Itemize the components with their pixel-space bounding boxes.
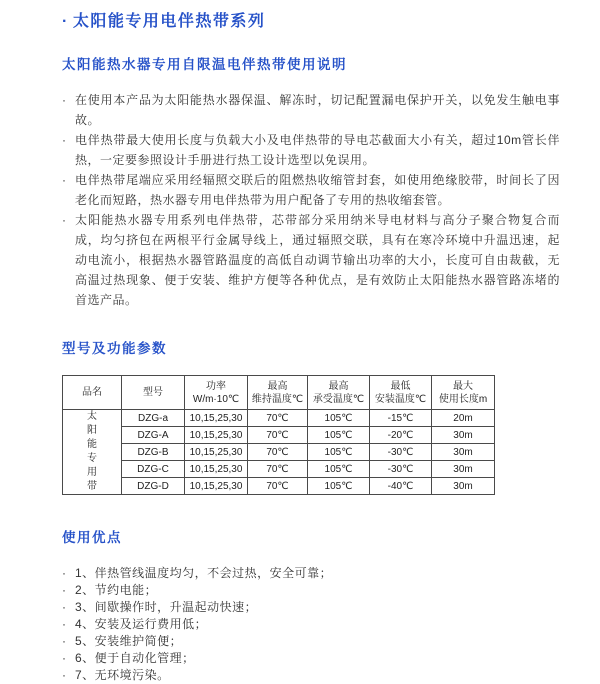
advantage-text: 4、安装及运行费用低； bbox=[75, 617, 208, 631]
spec-col-install-temp bbox=[370, 376, 432, 410]
cell-withstand: 105℃ bbox=[308, 478, 370, 495]
usage-bullet bbox=[62, 170, 560, 210]
bullet-icon: · bbox=[62, 566, 67, 580]
product-name-vertical: 太阳能专用带 bbox=[87, 411, 97, 492]
usage-bullet bbox=[62, 210, 560, 310]
advantage-text: 7、无环境污染。 bbox=[75, 668, 170, 682]
cell-model: DZG-B bbox=[122, 444, 185, 461]
list-item bbox=[62, 667, 560, 684]
cell-length: 20m bbox=[432, 410, 495, 427]
cell-maintain: 70℃ bbox=[248, 461, 308, 478]
cell-model: DZG-D bbox=[122, 478, 185, 495]
cell-power: 10,15,25,30 bbox=[185, 444, 248, 461]
header-label: 最低 bbox=[390, 380, 411, 392]
cell-withstand: 105℃ bbox=[308, 427, 370, 444]
advantage-text: 6、便于自动化管理； bbox=[75, 651, 195, 665]
header-sublabel: 使用长度m bbox=[438, 393, 488, 405]
spec-table bbox=[62, 375, 495, 495]
header-label: 最高 bbox=[267, 380, 288, 392]
cell-maintain: 70℃ bbox=[248, 444, 308, 461]
advantage-text: 2、节约电能； bbox=[75, 583, 158, 597]
list-item bbox=[62, 565, 560, 582]
advantage-text: 3、间歇操作时，升温起动快速； bbox=[75, 600, 258, 614]
header-label: 最大 bbox=[453, 380, 473, 392]
usage-bullet-list bbox=[62, 90, 560, 310]
bullet-icon: · bbox=[62, 93, 66, 107]
cell-length: 30m bbox=[432, 461, 495, 478]
header-label: 最高 bbox=[328, 380, 349, 392]
header-sublabel: 安装温度℃ bbox=[374, 393, 427, 405]
header-label: 型号 bbox=[143, 387, 163, 398]
cell-withstand: 105℃ bbox=[308, 461, 370, 478]
spec-col-maintain-temp bbox=[248, 376, 308, 410]
usage-bullet-text: 电伴热带最大使用长度与负载大小及电伴热带的导电芯截面大小有关，超过10m管长伴热，一定要参照设计手册进行热工设计选型以免误用。 bbox=[75, 133, 560, 167]
usage-bullet-text: 电伴热带尾端应采用经辐照交联后的阻燃热收缩管封套，如使用绝缘胶带，时间长了因老化而短路，热水器专用电伴热带为用户配备了专用的热收缩套管。 bbox=[75, 173, 560, 207]
spec-table-body bbox=[63, 410, 495, 495]
product-name-cell bbox=[63, 410, 122, 495]
cell-withstand: 105℃ bbox=[308, 410, 370, 427]
usage-bullet-text: 太阳能热水器专用系列电伴热带，芯带部分采用纳米导电材料与高分子聚合物复合而成，均匀挤包在两根平行金属导线上，通过辐照交联，具有在寒冷环境中升温迅速，起动电流小，根据热水器管路温度的高低自动调节输出功率的大小，长度可自由裁截，无高温过热现象、便于安装、维护方便等各种优点，是有效防止太阳能热水器管路冻堵的首选产品。 bbox=[75, 213, 560, 307]
cell-power: 10,15,25,30 bbox=[185, 410, 248, 427]
advantages-section-heading: 使用优点 bbox=[62, 530, 122, 545]
cell-install: -40℃ bbox=[370, 478, 432, 495]
cell-power: 10,15,25,30 bbox=[185, 461, 248, 478]
bullet-icon: · bbox=[62, 617, 67, 631]
advantage-text: 5、安装维护简便； bbox=[75, 634, 183, 648]
cell-model: DZG-C bbox=[122, 461, 185, 478]
cell-power: 10,15,25,30 bbox=[185, 427, 248, 444]
cell-power: 10,15,25,30 bbox=[185, 478, 248, 495]
usage-section-heading: 太阳能热水器专用自限温电伴热带使用说明 bbox=[62, 57, 347, 72]
list-item bbox=[62, 633, 560, 650]
header-label: 功率 bbox=[206, 380, 226, 392]
spec-col-power bbox=[185, 376, 248, 410]
table-row bbox=[63, 427, 495, 444]
bullet-icon: · bbox=[62, 634, 67, 648]
header-sublabel: 承受温度℃ bbox=[312, 393, 365, 405]
cell-install: -30℃ bbox=[370, 461, 432, 478]
cell-length: 30m bbox=[432, 427, 495, 444]
spec-section-heading: 型号及功能参数 bbox=[62, 341, 167, 356]
header-sublabel: W/m·10℃ bbox=[192, 393, 240, 405]
list-item bbox=[62, 582, 560, 599]
title-bullet: · bbox=[62, 13, 69, 30]
cell-length: 30m bbox=[432, 444, 495, 461]
page-title bbox=[62, 12, 560, 32]
table-row bbox=[63, 410, 495, 427]
advantages-list bbox=[62, 565, 560, 684]
cell-model: DZG-a bbox=[122, 410, 185, 427]
advantage-text: 1、伴热管线温度均匀，不会过热，安全可靠； bbox=[75, 566, 333, 580]
spec-col-product bbox=[63, 376, 122, 410]
bullet-icon: · bbox=[62, 668, 67, 682]
cell-maintain: 70℃ bbox=[248, 478, 308, 495]
bullet-icon: · bbox=[62, 651, 67, 665]
cell-install: -30℃ bbox=[370, 444, 432, 461]
header-label: 品名 bbox=[82, 387, 102, 398]
spec-table-header bbox=[63, 376, 495, 410]
cell-install: -15℃ bbox=[370, 410, 432, 427]
cell-maintain: 70℃ bbox=[248, 427, 308, 444]
list-item bbox=[62, 650, 560, 667]
bullet-icon: · bbox=[62, 133, 66, 147]
bullet-icon: · bbox=[62, 173, 66, 187]
bullet-icon: · bbox=[62, 213, 66, 227]
cell-maintain: 70℃ bbox=[248, 410, 308, 427]
cell-withstand: 105℃ bbox=[308, 444, 370, 461]
table-row bbox=[63, 444, 495, 461]
usage-bullet bbox=[62, 130, 560, 170]
list-item bbox=[62, 616, 560, 633]
cell-model: DZG-A bbox=[122, 427, 185, 444]
page-title-text: 太阳能专用电伴热带系列 bbox=[72, 13, 266, 30]
spec-col-withstand-temp bbox=[308, 376, 370, 410]
cell-length: 30m bbox=[432, 478, 495, 495]
usage-bullet-text: 在使用本产品为太阳能热水器保温、解冻时，切记配置漏电保护开关，以免发生触电事故。 bbox=[75, 93, 560, 127]
usage-bullet bbox=[62, 90, 560, 130]
header-sublabel: 维持温度℃ bbox=[251, 393, 304, 405]
spec-col-max-length bbox=[432, 376, 495, 410]
list-item bbox=[62, 599, 560, 616]
table-row bbox=[63, 461, 495, 478]
cell-install: -20℃ bbox=[370, 427, 432, 444]
spec-col-model bbox=[122, 376, 185, 410]
bullet-icon: · bbox=[62, 583, 67, 597]
bullet-icon: · bbox=[62, 600, 67, 614]
table-row bbox=[63, 478, 495, 495]
